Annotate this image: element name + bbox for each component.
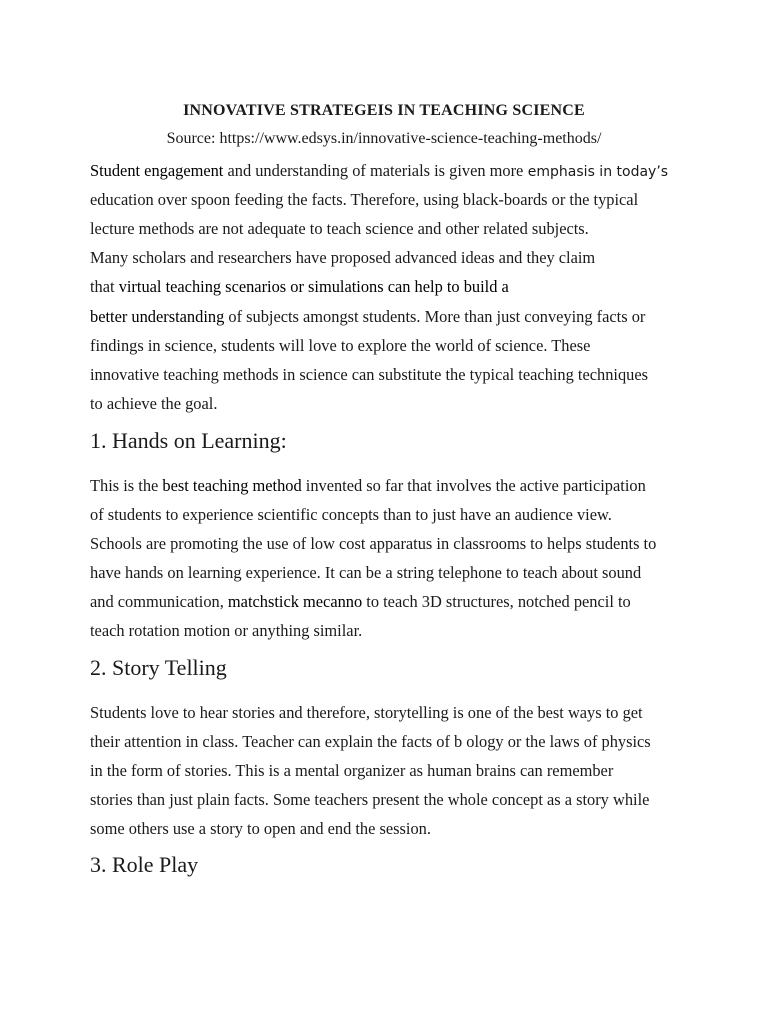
intro-text: and understanding of materials is given more	[223, 161, 524, 180]
intro-text: that	[90, 277, 119, 296]
section-heading-role-play: 3. Role Play	[90, 852, 199, 877]
intro-line-2: education over spoon feeding the facts. Therefore, using black-boards or the typical	[90, 190, 639, 209]
virtual-teaching-link[interactable]: virtual teaching scenarios or simulations can help to build a	[118, 277, 509, 296]
s1-line-1	[90, 476, 646, 496]
intro-line-1	[90, 161, 668, 181]
s1-line-4: have hands on learning experience. It can be a string telephone to teach about sound	[90, 563, 642, 582]
matchstick-mecanno-link[interactable]: matchstick mecanno	[227, 592, 363, 611]
s1-line-6: teach rotation motion or anything similar.	[90, 621, 363, 640]
section-heading-story-telling: 2. Story Telling	[90, 655, 227, 680]
s1-text: invented so far that involves the active participation	[301, 476, 646, 495]
document-title: INNOVATIVE STRATEGEIS IN TEACHING SCIENCE	[183, 102, 585, 119]
intro-line-5	[90, 277, 509, 297]
s1-text: to teach 3D structures, notched pencil to	[362, 592, 631, 611]
intro-line-6	[90, 307, 645, 327]
best-teaching-method-link[interactable]: best teaching method	[162, 476, 302, 495]
intro-line-9: to achieve the goal.	[90, 394, 218, 413]
s1-text: and communication,	[90, 592, 228, 611]
source-line: Source: https://www.edsys.in/innovative-science-teaching-methods/	[166, 130, 602, 147]
intro-line-4: Many scholars and researchers have proposed advanced ideas and they claim	[90, 248, 596, 267]
s2-line-2: their attention in class. Teacher can explain the facts of b ology or the laws of physics	[90, 732, 651, 751]
s1-line-5	[90, 592, 631, 612]
student-engagement-link[interactable]: Student engagement	[90, 161, 224, 180]
intro-line-7: findings in science, students will love to explore the world of science. These	[90, 336, 591, 355]
s2-line-4: stories than just plain facts. Some teachers present the whole concept as a story while	[90, 790, 650, 809]
s2-line-5: some others use a story to open and end the session.	[90, 819, 431, 838]
s2-line-3: in the form of stories. This is a mental organizer as human brains can remember	[90, 761, 614, 780]
intro-line-8: innovative teaching methods in science can substitute the typical teaching techniques	[90, 365, 649, 384]
s2-line-1: Students love to hear stories and therefore, storytelling is one of the best ways to get	[90, 703, 643, 722]
s1-text: This is the	[90, 476, 163, 495]
section-heading-hands-on: 1. Hands on Learning:	[90, 428, 287, 453]
s1-line-3: Schools are promoting the use of low cost apparatus in classrooms to helps students to	[90, 534, 657, 553]
intro-text-sans: emphasis in today’s	[523, 164, 669, 180]
better-understanding-link[interactable]: better understanding	[90, 307, 225, 326]
intro-line-3: lecture methods are not adequate to teach science and other related subjects.	[90, 219, 589, 238]
s1-line-2: of students to experience scientific concepts than to just have an audience view.	[90, 505, 612, 524]
intro-text: of subjects amongst students. More than just conveying facts or	[224, 307, 646, 326]
